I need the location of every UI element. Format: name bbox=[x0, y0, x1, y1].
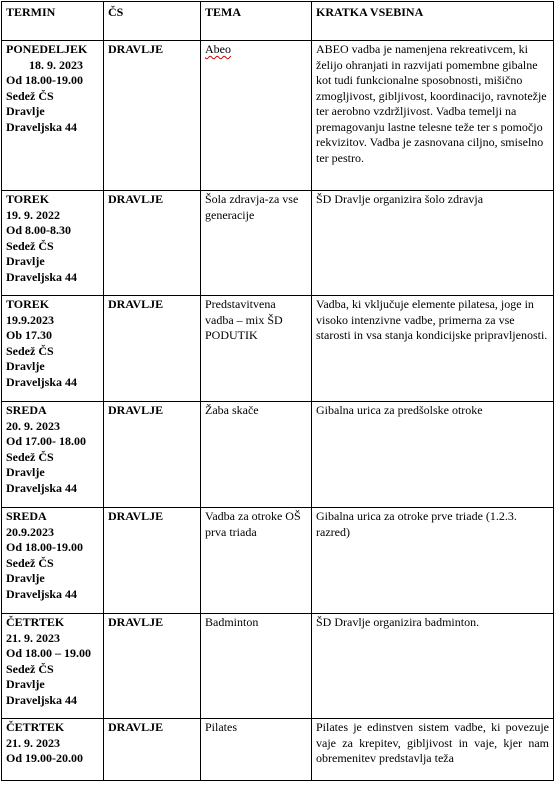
tema-text: Abeo bbox=[205, 42, 231, 56]
tema-cell: Vadba za otroke OŠ prva triada bbox=[201, 508, 312, 614]
termin-date: 19. 9. 2022 bbox=[6, 207, 60, 222]
termin-cell bbox=[2, 402, 104, 508]
termin-cell bbox=[2, 191, 104, 296]
termin-day: TOREK bbox=[6, 192, 50, 206]
table-row bbox=[2, 296, 554, 402]
termin-date: 20.9.2023 bbox=[6, 524, 54, 539]
termin-place: Dravlje bbox=[6, 571, 45, 585]
termin-address: Draveljska 44 bbox=[6, 692, 77, 707]
termin-place: Dravlje bbox=[6, 254, 45, 268]
termin-address: Draveljska 44 bbox=[6, 480, 77, 495]
cs-cell: DRAVLJE bbox=[104, 719, 201, 781]
cs-cell: DRAVLJE bbox=[104, 402, 201, 508]
termin-address: Draveljska 44 bbox=[6, 374, 77, 389]
termin-location: Sedež ČS bbox=[6, 238, 54, 253]
termin-date: 21. 9. 2023 bbox=[6, 735, 60, 750]
table-row bbox=[2, 41, 554, 191]
tema-cell: Šola zdravja-za vse generacije bbox=[201, 191, 312, 296]
termin-location: Sedež ČS bbox=[6, 88, 54, 103]
termin-time: Ob 17.30 bbox=[6, 328, 53, 342]
cs-cell: DRAVLJE bbox=[104, 41, 201, 191]
termin-day: SREDA bbox=[6, 509, 47, 523]
tema-cell: Pilates bbox=[201, 719, 312, 781]
termin-time: Od 18.00-19.00 bbox=[6, 73, 84, 87]
termin-day: TOREK bbox=[6, 297, 50, 311]
termin-time: Od 18.00 – 19.00 bbox=[6, 646, 92, 660]
termin-date: 18. 9. 2023 bbox=[29, 57, 83, 72]
table-row bbox=[2, 191, 554, 296]
table-row bbox=[2, 402, 554, 508]
termin-date: 21. 9. 2023 bbox=[6, 630, 60, 645]
termin-address: Draveljska 44 bbox=[6, 269, 77, 284]
table-row bbox=[2, 614, 554, 719]
termin-place: Dravlje bbox=[6, 677, 45, 691]
termin-place: Dravlje bbox=[6, 465, 45, 479]
termin-cell bbox=[2, 614, 104, 719]
vsebina-cell: ŠD Dravlje organizira badminton. bbox=[312, 614, 554, 719]
table-row bbox=[2, 719, 554, 781]
vsebina-cell: ABEO vadba je namenjena rekreativcem, ki želijo ohranjati in razvijati pomembne gibalne kot tudi funkcionalne sposobnosti, mišično zmogljivost, gibljivost, koordinacijo, ravnotežje ter aerobno vzdržljivost. Vadba temelji na premagovanju lastne telesne teže ter s pomočjo rekvizitov. Vadba je zasnovana ciljno, smiselno ter pestro. bbox=[312, 41, 554, 191]
header-tema: TEMA bbox=[201, 2, 312, 41]
termin-location: Sedež ČS bbox=[6, 449, 54, 464]
header-termin: TERMIN bbox=[2, 2, 104, 41]
termin-location: Sedež ČS bbox=[6, 555, 54, 570]
termin-cell bbox=[2, 719, 104, 781]
termin-address: Draveljska 44 bbox=[6, 586, 77, 601]
termin-place: Dravlje bbox=[6, 104, 45, 118]
header-vsebina: KRATKA VSEBINA bbox=[312, 2, 554, 41]
termin-location: Sedež ČS bbox=[6, 343, 54, 358]
termin-address: Draveljska 44 bbox=[6, 119, 77, 134]
termin-date: 19.9.2023 bbox=[6, 312, 54, 327]
header-cs: ČS bbox=[104, 2, 201, 41]
termin-day: ČETRTEK bbox=[6, 615, 65, 629]
termin-location: Sedež ČS bbox=[6, 661, 54, 676]
vsebina-cell: Pilates je edinstven sistem vadbe, ki povezuje vaje za krepitev, gibljivost in vaje, kjer nam obremenitev predstavlja teža bbox=[312, 719, 554, 781]
termin-day: PONEDELJEK bbox=[6, 42, 88, 56]
tema-cell bbox=[201, 41, 312, 191]
tema-cell: Predstavitvena vadba – mix ŠD PODUTIK bbox=[201, 296, 312, 402]
schedule-table bbox=[1, 1, 554, 781]
termin-day: ČETRTEK bbox=[6, 720, 65, 734]
vsebina-cell: Gibalna urica za predšolske otroke bbox=[312, 402, 554, 508]
cs-cell: DRAVLJE bbox=[104, 191, 201, 296]
vsebina-cell: Gibalna urica za otroke prve triade (1.2.3. razred) bbox=[312, 508, 554, 614]
termin-place: Dravlje bbox=[6, 359, 45, 373]
termin-time: Od 18.00-19.00 bbox=[6, 540, 84, 554]
cs-cell: DRAVLJE bbox=[104, 508, 201, 614]
termin-time: Od 19.00-20.00 bbox=[6, 751, 84, 765]
cs-cell: DRAVLJE bbox=[104, 296, 201, 402]
vsebina-cell: ŠD Dravlje organizira šolo zdravja bbox=[312, 191, 554, 296]
tema-cell: Žaba skače bbox=[201, 402, 312, 508]
header-row bbox=[2, 2, 554, 41]
tema-cell: Badminton bbox=[201, 614, 312, 719]
termin-date: 20. 9. 2023 bbox=[6, 418, 60, 433]
termin-cell bbox=[2, 508, 104, 614]
termin-time: Od 8.00-8.30 bbox=[6, 223, 72, 237]
termin-time: Od 17.00- 18.00 bbox=[6, 434, 87, 448]
termin-day: SREDA bbox=[6, 403, 47, 417]
cs-cell: DRAVLJE bbox=[104, 614, 201, 719]
table-row bbox=[2, 508, 554, 614]
termin-cell bbox=[2, 296, 104, 402]
termin-cell bbox=[2, 41, 104, 191]
vsebina-cell: Vadba, ki vključuje elemente pilatesa, joge in visoko intenzivne vadbe, primerna za vse starosti in vsa stanja kondicijske pripravljenosti. bbox=[312, 296, 554, 402]
